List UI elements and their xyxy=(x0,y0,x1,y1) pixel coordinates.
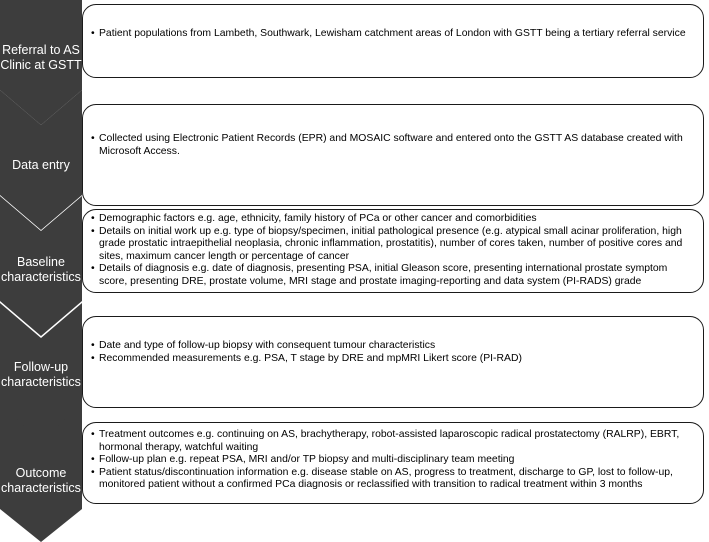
bullet-list xyxy=(91,28,693,41)
bullet-item: • Follow-up plan e.g. repeat PSA, MRI and/or TP biopsy and multi-disciplinary team meeting xyxy=(91,454,693,467)
stage-label-outcome: Outcome characteristics xyxy=(1,466,81,495)
bullet-item: • Recommended measurements e.g. PSA, T stage by DRE and mpMRI Likert score (PI-RAD) xyxy=(91,353,693,366)
bullet-item: • Details of diagnosis e.g. date of diagnosis, presenting PSA, initial Gleason score, presenting international prostate symptom score, presenting DRE, prostate volume, MRI stage and prostate imaging-reporting and data system (PI-RADS) grade xyxy=(91,263,693,288)
stage-box-follow-up xyxy=(82,316,704,408)
stage-box-baseline xyxy=(82,209,704,293)
bullet-item: • Collected using Electronic Patient Records (EPR) and MOSAIC software and entered onto the GSTT AS database created with Microsoft Access. xyxy=(91,133,693,158)
stage-box-referral xyxy=(82,4,704,78)
stage-label-referral: Referral to AS Clinic at GSTT xyxy=(0,43,82,72)
stage-label-baseline: Baseline characteristics xyxy=(1,255,81,284)
bullet-item: • Patient populations from Lambeth, Southwark, Lewisham catchment areas of London with GSTT being a tertiary referral service xyxy=(91,28,693,41)
bullet-item: • Patient status/discontinuation information e.g. disease stable on AS, progress to treatment, discharge to GP, lost to follow-up, monitored patient without a confirmed PCa diagnosis or reclassified with transition to radical treatment within 3 months xyxy=(91,467,693,492)
stage-box-data-entry xyxy=(82,104,704,206)
bullet-list xyxy=(91,429,693,492)
bullet-item: • Demographic factors e.g. age, ethnicity, family history of PCa or other cancer and comorbidities xyxy=(91,213,693,226)
bullet-item: • Treatment outcomes e.g. continuing on AS, brachytherapy, robot-assisted laparoscopic radical prostatectomy (RALRP), EBRT, hormonal therapy, watchful waiting xyxy=(91,429,693,454)
stage-label-data-entry: Data entry xyxy=(12,158,70,172)
stage-label-follow-up: Follow-up characteristics xyxy=(1,360,81,389)
bullet-item: • Date and type of follow-up biopsy with consequent tumour characteristics xyxy=(91,340,693,353)
bullet-list xyxy=(91,340,693,365)
bullet-list xyxy=(91,133,693,158)
stage-box-outcome xyxy=(82,422,704,504)
bullet-list xyxy=(91,213,693,289)
bullet-item: • Details on initial work up e.g. type of biopsy/specimen, initial pathological presence (e.g. atypical small acinar proliferation, high grade prostatic intraepithelial neoplasia, chronic inflammation, prostatitis), number of cores taken, number of positive cores and sites, maximum cancer length or percentage of cancer xyxy=(91,226,693,264)
